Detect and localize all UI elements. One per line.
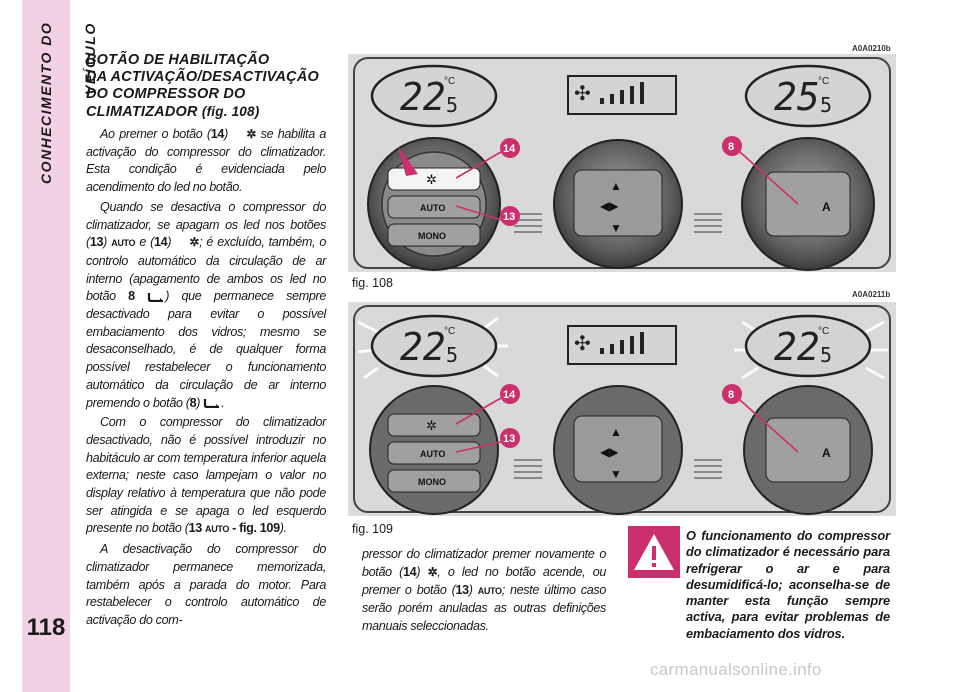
svg-text:AUTO: AUTO — [420, 449, 446, 459]
auto-button-label: AUTO — [420, 203, 446, 213]
svg-text:°C: °C — [444, 76, 456, 87]
compressor-snowflake-icon: ✲ — [427, 564, 438, 579]
right-temp-display: 25 — [774, 75, 820, 119]
compressor-snowflake-icon: ✲ — [426, 172, 437, 187]
fig109-code: A0A0211b — [852, 290, 891, 299]
section-heading: BOTÃO DE HABILITAÇÃO DA ACTIVAÇÃO/DESACTIVAÇÃO DO COMPRESSOR DO CLIMATIZADOR (fig. 108) — [86, 52, 319, 120]
right-temp-display: 22 — [774, 325, 820, 369]
recirculation-icon — [147, 292, 165, 302]
watermark: carmanualsonline.info — [650, 660, 822, 679]
svg-text:°C: °C — [818, 76, 830, 87]
callout-14: 14 — [503, 143, 516, 155]
svg-text:▲: ▲ — [610, 179, 622, 193]
heading-fig-ref: (fig. 108) — [201, 104, 260, 119]
fan-icon: ✣ — [574, 333, 591, 355]
left-temp-display: 22 — [400, 325, 446, 369]
mono-button-label: MONO — [418, 231, 446, 241]
svg-text:5: 5 — [820, 343, 833, 367]
callout-8: 8 — [728, 141, 735, 153]
section-title: CONHECIMENTO DO VEÍCULO — [38, 22, 98, 185]
callout-13: 13 — [503, 211, 516, 223]
svg-text:▼: ▼ — [610, 221, 622, 235]
compressor-snowflake-icon: ✲ — [426, 418, 437, 433]
fig109-label: fig. 109 — [352, 522, 394, 536]
left-temp-display: 22 — [400, 75, 446, 119]
callout-13: 13 — [503, 433, 516, 445]
figure-108 — [348, 54, 896, 272]
middle-column: pressor do climatizador premer novamente o botão (14) ✲, o led no botão acende, ou premer o botão (13) AUTO; neste último caso serão porém anuladas as outras definições manuais seleccionadas. — [362, 547, 606, 634]
svg-text:▼: ▼ — [610, 467, 622, 481]
paragraph-3: Com o compressor do climatizador desactivado, não é possível introduzir no habitáculo ar com temperatura inferior aquela externa; neste caso lampejam o valor no display relativo à temperatura que não pode ser atingida e se apaga o led esquerdo presente no botão (13 AUTO - fig. 109). — [86, 415, 326, 536]
svg-text:°C: °C — [444, 326, 456, 337]
callout-8: 8 — [728, 389, 735, 401]
fig108-label: fig. 108 — [352, 276, 394, 290]
svg-text:°C: °C — [818, 326, 830, 337]
paragraph-1: Ao premer o botão (14) ✲ se habilita a activação do compressor do climatizador. Esta condição é evidenciada pelo acendimento do led no botão. — [86, 127, 327, 195]
svg-text:A: A — [822, 200, 831, 214]
svg-text:◀▶: ◀▶ — [600, 445, 619, 459]
svg-text:5: 5 — [820, 93, 833, 117]
svg-text:▲: ▲ — [610, 425, 622, 439]
compressor-snowflake-icon: ✲ — [246, 127, 257, 141]
fig108-code: A0A0210b — [852, 44, 891, 53]
paragraph-2: Quando se desactiva o compressor do climatizador, se apagam os led nos botões (13) AUTO e (14) ✲; é excluído, também, o controlo automático da circulação de ar interno (apagamento de ambos os led no botão 8 ) que permanece sempre desactivado para evitar o possível embaciamento dos vidros; mesmo se desaconselhado, é de qualquer forma possível restabelecer o funcionamento automático da circulação de ar interno premendo o botão (8) . — [86, 199, 327, 410]
callout-14: 14 — [503, 389, 516, 401]
svg-text:◀▶: ◀▶ — [600, 199, 619, 213]
compressor-snowflake-icon: ✲ — [189, 235, 200, 250]
svg-text:MONO: MONO — [418, 477, 446, 487]
climate-panel-109 — [348, 302, 896, 516]
paragraph-4: A desactivação do compressor do climatizador permanece memorizada, também após a parada do motor. Para restabelecer o controlo automático de activação do com- — [86, 542, 326, 627]
svg-text:A: A — [822, 446, 831, 460]
warning-text: O funcionamento do compressor do climatizador é necessário para refrigerar o ar e para desumidificá-lo; aconselha-se de manter esta função sempre activa, para evitar problemas de embaciamento dos vidros. — [686, 528, 890, 641]
climate-panel-108 — [348, 54, 896, 272]
fan-icon: ✣ — [574, 83, 591, 105]
page-number: 118 — [26, 614, 66, 641]
recirculation-icon — [203, 398, 221, 408]
left-column — [86, 52, 326, 630]
figure-109 — [348, 302, 896, 516]
svg-text:5: 5 — [446, 93, 459, 117]
svg-text:5: 5 — [446, 343, 459, 367]
